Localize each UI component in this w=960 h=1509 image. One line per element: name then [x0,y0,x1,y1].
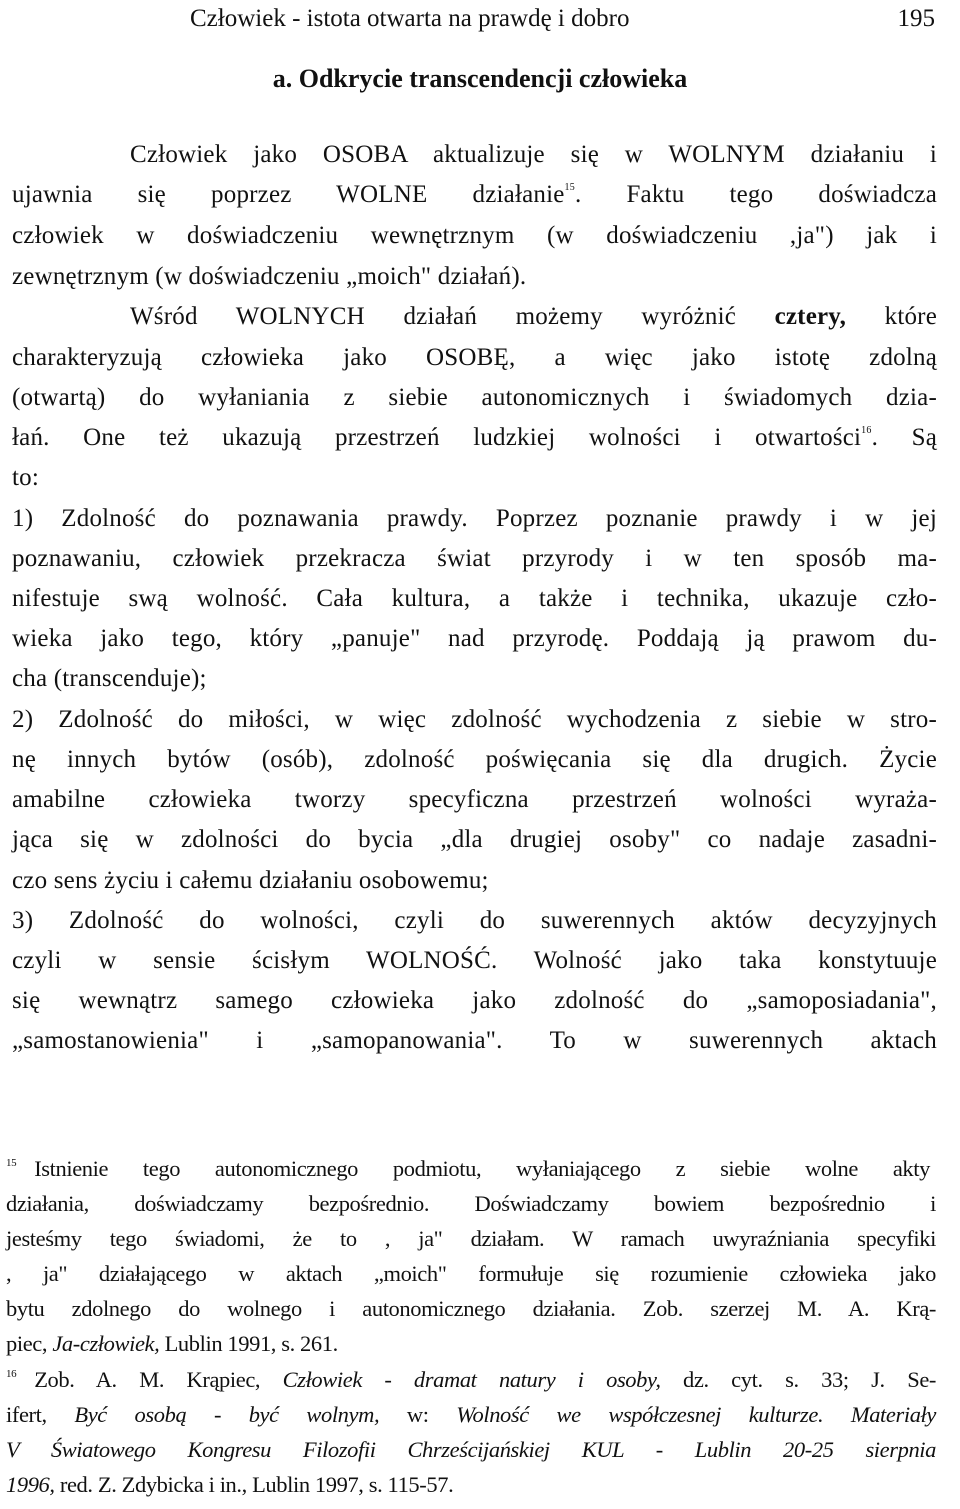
text-line [12,906,937,936]
footnote-line [6,1260,936,1288]
footnote-italic: Być osobą - być wolnym, [74,1402,380,1427]
line-text: nifestuje swą wolność. Cała kultura, a także i technika, ukazuje czło- [12,585,937,612]
line-text: cha (transcenduje); [12,665,207,692]
line-text: człowiek w doświadczeniu wewnętrznym (w doświadczeniu ,ja") jak i [12,222,937,249]
footnote-text: działania, doświadczamy bezpośrednio. Doświadczamy bowiem bezpośrednio i [6,1191,936,1216]
line-text: 3) Zdolność do wolności, czyli do suwerennych aktów decyzyjnych [12,907,937,934]
footnote-italic: Wolność we współczesnej kulturze. Materiały [456,1402,936,1427]
footnote-text: w: [379,1402,457,1427]
line-text: się wewnątrz samego człowieka jako zdolność do „samoposiadania", [12,987,937,1014]
footnote-italic: Człowiek - dramat natury i osoby, [282,1367,661,1392]
footnote-text: red. Z. Zdybicka i in., Lublin 1997, s. 115-57. [54,1472,454,1497]
text-line [12,343,937,373]
page-number: 195 [897,5,935,32]
text-line [12,463,937,493]
bold-word: cztery, [774,303,847,330]
footnote-line [6,1401,936,1429]
footnote-text: jesteśmy tego świadomi, że to , ja" działam. W ramach uwyraźniania specyfiki [6,1226,936,1251]
footnote-text: , ja" działającego w aktach „moich" formułuje się rozumienie człowieka jako [6,1261,936,1286]
footnote-italic: Ja-człowiek, [52,1331,160,1356]
footnote-line [6,1295,936,1323]
footnote-number: 15 [6,1157,17,1169]
footnote-text: Lublin 1991, s. 261. [159,1331,338,1356]
line-text: które [846,303,937,330]
footnote-line [6,1436,936,1464]
line-text: jąca się w zdolności do bycia „dla drugiej osoby" co nadaje zasadni- [12,826,937,853]
line-text: . Są [871,424,937,451]
text-line [12,544,937,574]
line-text: . Faktu tego doświadcza [574,181,938,208]
footnote-ref: 16 [861,425,872,436]
line-text: amabilne człowieka tworzy specyficzna przestrzeń wolności wyraża- [12,786,937,813]
text-line [12,584,937,614]
line-text: 2) Zdolność do miłości, w więc zdolność wychodzenia z siebie w stro- [12,706,937,733]
footnote-italic: V Światowego Kongresu Filozofii Chrześcijańskiej KUL - Lublin 20-25 sierpnia [6,1437,936,1462]
footnote-text: dz. cyt. s. 33; J. Se- [660,1367,937,1392]
text-line [12,221,937,251]
line-text: wieka jako tego, który „panuje" nad przyrodę. Poddają ją prawom du- [12,625,937,652]
running-title: Człowiek - istota otwarta na prawdę i dobro [190,5,630,32]
line-text: poznawaniu, człowiek przekracza świat przyrody i w ten sposób ma- [12,545,937,572]
footnote-line [6,1225,936,1253]
footnote-line [6,1330,936,1358]
line-text: „samostanowienia" i „samopanowania". To w suwerennych aktach [12,1027,937,1054]
line-text: łań. One też ukazują przestrzeń ludzkiej wolności i otwartości [12,424,862,451]
text-line [12,946,937,976]
text-line [12,705,937,735]
footnote-line [6,1190,936,1218]
line-text: czo sens życiu i całemu działaniu osobowemu; [12,867,489,894]
section-heading: a. Odkrycie transcendencji człowieka [272,64,688,93]
footnote-ref: 15 [564,182,575,193]
footnote-text: ifert, [6,1402,75,1427]
text-line [130,140,937,170]
text-line [12,986,937,1016]
text-line [12,825,937,855]
text-line [12,180,937,210]
text-line [12,785,937,815]
text-line [12,745,937,775]
footnote-text: Istnienie tego autonomicznego podmiotu, wyłaniającego z siebie wolne akty [34,1156,930,1181]
text-line [12,1026,937,1056]
line-text: ujawnia się poprzez WOLNE działanie [12,181,565,208]
footnote-16 [6,1366,936,1394]
footnote-number: 16 [6,1368,17,1380]
line-text: Wśród WOLNYCH działań możemy wyróżnić [130,303,775,330]
line-text: 1) Zdolność do poznawania prawdy. Poprzez poznanie prawdy i w jej [12,505,937,532]
line-text: charakteryzują człowieka jako OSOBĘ, a więc jako istotę zdolną [12,344,937,371]
line-text: to: [12,464,39,491]
text-line [12,624,937,654]
footnote-15 [6,1155,930,1183]
line-text: zewnętrznym (w doświadczeniu „moich" działań). [12,263,527,290]
text-line [12,423,937,453]
line-text: (otwartą) do wyłaniania z siebie autonomicznych i świadomych dzia- [12,384,937,411]
text-line [12,866,937,896]
text-line [130,302,937,332]
footnote-text: Zob. A. M. Krąpiec, [34,1367,283,1392]
footnote-italic: 1996, [6,1472,55,1497]
footnote-line [6,1471,936,1499]
line-text: Człowiek jako OSOBA aktualizuje się w WOLNYM działaniu i [130,141,937,168]
footnote-text: piec, [6,1331,53,1356]
line-text: nę innych bytów (osób), zdolność poświęcania się dla drugich. Życie [12,746,937,773]
text-line [12,262,937,292]
text-line [12,383,937,413]
line-text: czyli w sensie ścisłym WOLNOŚĆ. Wolność jako taka konstytuuje [12,947,937,974]
text-line [12,664,937,694]
text-line [12,504,937,534]
running-header [190,4,935,34]
footnote-text: bytu zdolnego do wolnego i autonomicznego działania. Zob. szerzej M. A. Krą- [6,1296,936,1321]
